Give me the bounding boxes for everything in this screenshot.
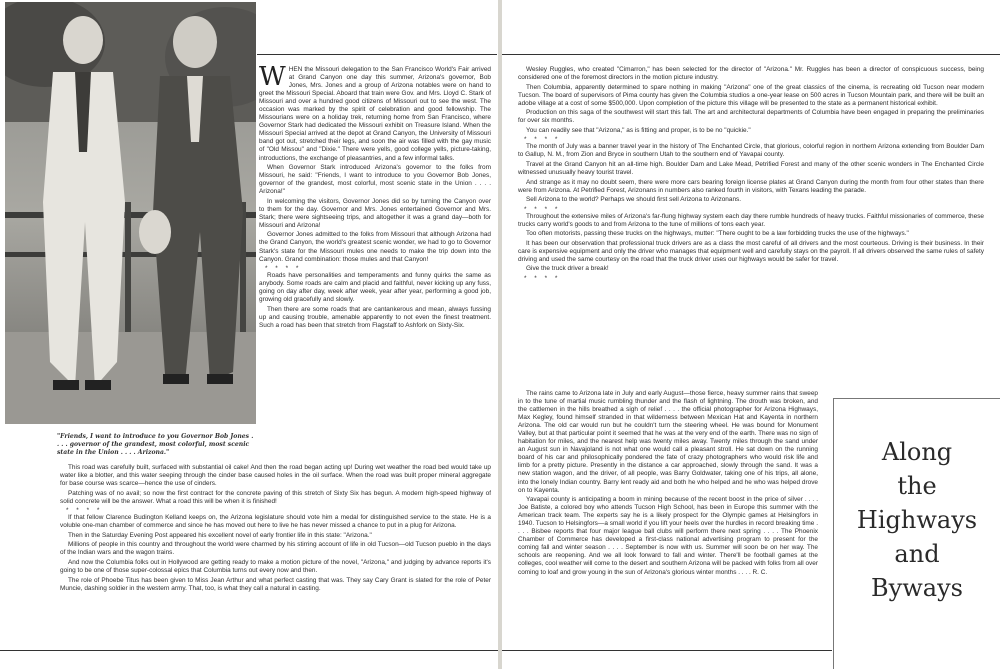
- caption-spacer: [60, 440, 491, 464]
- right-article-top: [518, 66, 984, 391]
- article-paragraph: And strange as it may no doubt seem, there were more cars bearing foreign license plates at Grand Canyon during the month from four other states than there were from Arizona. At Petrified Forest, Arizonans in numbers also ranked fourth in visitors, with Texans leading the parade.: [518, 178, 984, 194]
- article-paragraph: Roads have personalities and temperaments and funny quirks the same as anybody. Some roads are calm and placid and faithful, never kicking up any fuss, going on day after day, week after week, year after year, performing a good job, growing old gracefully and slowly.: [259, 272, 491, 304]
- article-paragraph: The month of July was a banner travel year in the history of The Enchanted Circle, that glorious, colorful region in northern Arizona extending from Boulder Dam to Gallup, N. M., from Zion and Bryce in southern Utah to the southern end of Yavapai county.: [518, 143, 984, 159]
- right-article-bottom: [518, 390, 818, 660]
- article-paragraph: Wesley Ruggles, who created "Cimarron," has been selected for the director of "Arizona." Mr. Ruggles has been a director of conspicuous success, being considered one of the foremost directors in the motion picture industry.: [518, 66, 984, 82]
- article-paragraph: Give the truck driver a break!: [526, 265, 609, 273]
- section-title-box: [833, 398, 1000, 669]
- article-paragraph: In welcoming the visitors, Governor Jones did so by turning the Canyon over to them for the day. Governor and Mrs. Jones entertained Governor and Mrs. Stark; there were sightseeing trips, and altogether it was a grand day—both for Missouri and Arizona!: [259, 197, 491, 229]
- article-paragraph: And now the Columbia folks out in Hollywood are getting ready to make a motion picture of the novel, "Arizona," and judging by advance reports it's going to be one of those super-colossal epics that Columbia turns out every now and then.: [60, 558, 491, 575]
- title-line: Highways: [856, 506, 978, 534]
- top-rule: [502, 54, 1000, 55]
- article-paragraph: If that fellow Clarence Budington Kelland keeps on, the Arizona legislature should vote him a medal for distinguished service to the state. He is a voluble one-man chamber of commerce and since he has moved out here to live he has never missed a chance to put in a plug for Arizona.: [60, 514, 491, 530]
- article-paragraph: You can readily see that "Arizona," as is fitting and proper, is to be no "quickie.": [526, 126, 751, 134]
- drop-cap: W: [259, 66, 286, 92]
- left-article-column: [259, 66, 491, 431]
- section-separator: * * * *: [524, 205, 561, 213]
- article-paragraph: Governor Jones admitted to the folks from Missouri that although Arizona had the Grand Canyon, the world's greatest scenic wonder, we had to go to Governor Stark's state for the Missouri mules one needs to make the trip down into the Canyon. Grand combination: those mules and that Canyon!: [259, 231, 491, 263]
- title-line: Byways: [871, 574, 963, 602]
- article-paragraph: This road was carefully built, surfaced with substantial oil cake! And then the road began acting up! During wet weather the road bed would take up water like a blotter, and this water seeping through the cinder base caused holes in the oil surface. When the road was built proper mineral aggregate for base course was scarce—hence the use of cinders.: [60, 464, 491, 488]
- title-line: Along: [881, 438, 953, 466]
- article-paragraph: The role of Phoebe Titus has been given to Miss Jean Arthur and what perfect casting that was. They say Cary Grant is slated for the role of Peter Muncie, dashing soldier in the western army. That, too, is what they call a natural in casting.: [60, 576, 491, 592]
- left-page: [0, 0, 498, 669]
- title-line: and: [894, 540, 940, 568]
- article-paragraph: HEN the Missouri delegation to the San Francisco World's Fair arrived at Grand Canyon one day this summer, Arizona's governor, Bob Jones, Mrs. Jones and a group of Arizona notables were on hand to greet the Missouri Special. Aboard that train were Gov. and Mrs. Lloyd C. Stark of Missouri and over a hundred good citizens of Missouri out to see the west. The occasion was marked by the spirit of celebration and good fellowship. The Missourians were on a holiday trek, returning home from San Francisco, where Governor Stark had dedicated the Missouri exhibit on Treasure Island. When the Missouri Special arrived at the depot at Grand Canyon, the University of Missouri band got out, stretched their legs, and soon the air was filled with the gay music of "Old Missou" and "Dixie." There were yells, good college yells, picture-taking, introductions, the exchange of pleasantries, and a few informal talks.: [259, 66, 491, 162]
- section-separator: * * * *: [265, 265, 302, 273]
- article-paragraph: Production on this saga of the southwest will start this fall. The art and architectural departments of Columbia have been engaged in preparing the preliminaries for over six months.: [518, 109, 984, 125]
- left-bottom-text: [60, 440, 491, 640]
- top-rule: [257, 54, 497, 55]
- section-title: [834, 435, 1000, 605]
- section-separator: * * * *: [66, 507, 103, 515]
- section-separator: * * * *: [524, 275, 561, 283]
- article-paragraph: Millions of people in this country and throughout the world were charmed by his stirring account of life in old Tucson—old Tucson pueblo in the days of the Indian wars and the wagon trains.: [60, 541, 491, 557]
- article-paragraph: Then Columbia, apparently determined to spare nothing in making "Arizona" one of the great classics of the cinema, is recreating old Tucson near modern Tucson. The board of supervisors of Pima county has given the Columbia studios a one-year lease on 500 acres in Tucson Mountain park, and there will be built an adobe village at a cost of some $500,000. Upon completion of the picture this village will be presented to the state as a permanent historical exhibit.: [518, 83, 984, 107]
- article-paragraph: When Governor Stark introduced Arizona's governor to the folks from Missouri, he said: "Friends, I want to introduce to you Governor Bob Jones, governor of the grandest, most colorful, most scenic state in the Union . . . . Arizona!": [259, 164, 491, 196]
- article-paragraph: Yavapai county is anticipating a boom in mining because of the recent boost in the price of silver . . . . Joe Batiste, a colored boy who attends Tucson High School, has been in Europe this summer with the American track team. The experts say he is a likely prospect for the Olympic games at Helsingfors in 1940. Tucson to Helsingfors—a small world if you lift your heels over the hurdles in record breaking time . . . . Bisbee reports that four major league ball clubs will perform there next spring . . . . The Phoenix Chamber of Commerce has developed a first-class national advertising program to present for the coming fall and winter season . . . . September is now with us. Summer will soon be on her way. The schools are reopening. And we all look forward to fall and winter. There'll be football games at the colleges, cool weather will come to the desert and southern Arizona will be packed with folks from all over coming to loaf and grow young in the sun of Arizona's glorious winter months . . . . R. C.: [518, 496, 818, 576]
- photo-two-governors: [5, 2, 256, 424]
- article-paragraph: It has been our observation that professional truck drivers are as a class the most careful of all drivers and the most courteous. Driving is their business. In their care is expensive equipment and only the driver who manages that equipment well and carefully stays on the payroll. If all drivers observed the same rules of safety driving and used the same courtesy on the road that the truck driver uses our highways would be safer for travel.: [518, 239, 984, 263]
- article-paragraph: The rains came to Arizona late in July and early August—those fierce, heavy summer rains that sweep in to the tune of martial music rumbling thunder and the flash of lightning. The drouth was broken, and the cattlemen in the hills breathed a sigh of relief . . . . the official photographer for Arizona Highways, Max Kegley, found himself stranded in that wilderness between Mexican Hat and Kayenta in northern Arizona. The old car would run but he couldn't turn the steering wheel. He was bound for Monument Valley, but at that particular point it seemed that he was at the very end of the earth. There was no sign of habitation for miles, and the nearest help was twenty miles away. Twenty miles through the sand under an August sun in Navajoland is not what one would call a pleasant stroll. He sat down on the running board of his car and philosophically pondered the fate of crazy photographers who would risk life and limb for a pretty picture. Presently in the distance a car approached, slowly through the sand. It was a new station wagon, and the driver, of all people, was Barry Goldwater, taking one of his trips, all alone, into the lonely Indian country. Barry lent ready aid and both he who helped and he who was helped drove on to Kayenta.: [518, 390, 818, 494]
- title-line: the: [897, 472, 937, 500]
- right-page: [502, 0, 1000, 669]
- governors-photo-image: [5, 2, 256, 424]
- article-paragraph: Throughout the extensive miles of Arizona's far-flung highway system each day there rumble hundreds of heavy trucks. Faithful missionaries of commerce, these trucks carry world's goods to and from Arizona to the tune of millions of tons each year.: [518, 212, 984, 228]
- article-paragraph: Too often motorists, passing these trucks on the highways, mutter: "There ought to be a law forbidding trucks the use of the highways.": [526, 230, 909, 238]
- bottom-rule: [0, 650, 498, 651]
- article-paragraph: Travel at the Grand Canyon hit an all-time high. Boulder Dam and Lake Mead, Petrified Forest and many of the other scenic wonders in The Enchanted Circle witnessed unusually heavy tourist travel.: [518, 160, 984, 177]
- photo-caption: "Friends, I want to introduce to you Governor Bob Jones . . . . governor of the grandest, most colorful, most scenic state in the Union . . . . Arizona.": [57, 433, 254, 456]
- article-paragraph: Patching was of no avail; so now the first contract for the concrete paving of this stretch of Sixty Six has begun. A modern high-speed highway of solid concrete will be the answer. What a road this will be when it is finished!: [60, 489, 491, 505]
- article-paragraph: Then there are some roads that are cantankerous and mean, always fussing up and causing trouble, amenable apparently to not even the finest treatment. Such a road has been that stretch from Flagstaff to Ashfork on Sixty-Six.: [259, 305, 491, 329]
- article-paragraph: Sell Arizona to the world? Perhaps we should first sell Arizona to Arizonans.: [526, 196, 742, 204]
- article-paragraph: Then in the Saturday Evening Post appeared his excellent novel of early frontier life in this state: "Arizona.": [68, 531, 372, 539]
- section-separator: * * * *: [524, 136, 561, 144]
